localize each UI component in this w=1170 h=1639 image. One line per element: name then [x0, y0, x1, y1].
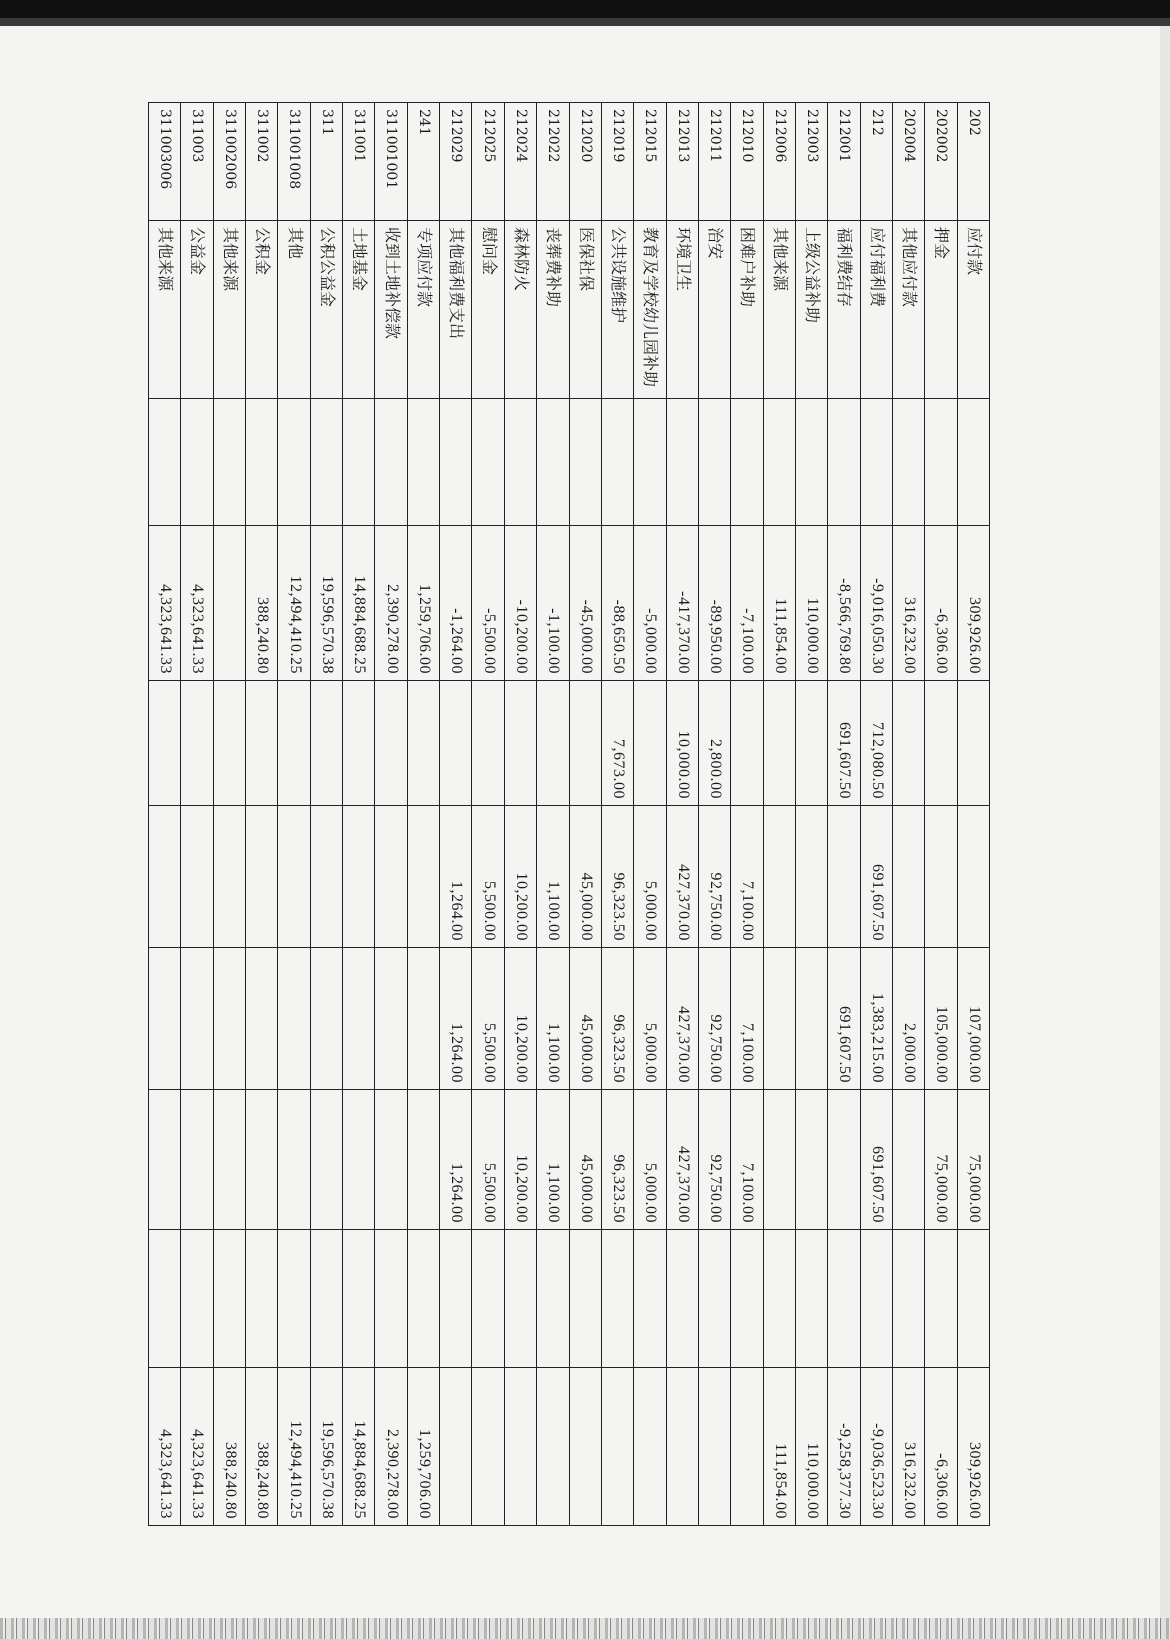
amount-cell — [181, 806, 213, 948]
amount-cell: 14,884,688.25 — [343, 1368, 375, 1526]
amount-cell: -1,100.00 — [537, 526, 569, 681]
amount-cell: -9,016,050.30 — [860, 526, 892, 681]
account-code: 241 — [407, 103, 439, 221]
amount-cell — [698, 1368, 730, 1526]
amount-cell: 691,607.50 — [860, 806, 892, 948]
amount-cell — [957, 681, 989, 806]
amount-cell — [149, 948, 181, 1090]
account-name: 其他 — [278, 221, 310, 399]
table-row — [181, 103, 213, 1526]
amount-cell — [795, 1090, 827, 1230]
account-name: 环境卫生 — [666, 221, 698, 399]
account-code: 212024 — [504, 103, 536, 221]
amount-cell: 388,240.80 — [246, 526, 278, 681]
amount-cell — [763, 948, 795, 1090]
amount-cell: 110,000.00 — [795, 1368, 827, 1526]
amount-cell — [246, 948, 278, 1090]
amount-cell: 691,607.50 — [860, 1090, 892, 1230]
amount-cell — [569, 681, 601, 806]
amount-cell: 19,596,570.38 — [310, 526, 342, 681]
amount-cell — [472, 399, 504, 526]
amount-cell — [925, 681, 957, 806]
amount-cell — [892, 1090, 924, 1230]
amount-cell: -5,000.00 — [634, 526, 666, 681]
amount-cell — [892, 681, 924, 806]
amount-cell — [763, 399, 795, 526]
amount-cell — [731, 1368, 763, 1526]
amount-cell — [149, 681, 181, 806]
amount-cell: 45,000.00 — [569, 806, 601, 948]
amount-cell: 96,323.50 — [601, 948, 633, 1090]
account-code: 212020 — [569, 103, 601, 221]
amount-cell — [375, 681, 407, 806]
account-name: 其他来源 — [149, 221, 181, 399]
table-row — [278, 103, 310, 1526]
amount-cell: 1,259,706.00 — [407, 1368, 439, 1526]
amount-cell — [310, 1230, 342, 1368]
amount-cell: -88,650.50 — [601, 526, 633, 681]
amount-cell: 1,264.00 — [440, 948, 472, 1090]
account-code: 212010 — [731, 103, 763, 221]
amount-cell: 45,000.00 — [569, 948, 601, 1090]
amount-cell: 2,390,278.00 — [375, 1368, 407, 1526]
amount-cell: 4,323,641.33 — [149, 526, 181, 681]
amount-cell — [310, 948, 342, 1090]
amount-cell — [375, 948, 407, 1090]
amount-cell — [246, 1090, 278, 1230]
amount-cell: 45,000.00 — [569, 1090, 601, 1230]
amount-cell — [504, 1230, 536, 1368]
amount-cell — [763, 1230, 795, 1368]
amount-cell: -7,100.00 — [731, 526, 763, 681]
amount-cell: 1,259,706.00 — [407, 526, 439, 681]
amount-cell — [795, 1230, 827, 1368]
amount-cell — [957, 806, 989, 948]
amount-cell: 316,232.00 — [892, 1368, 924, 1526]
ledger-table — [148, 102, 990, 1526]
amount-cell — [278, 1230, 310, 1368]
account-name: 困难户补助 — [731, 221, 763, 399]
amount-cell: 427,370.00 — [666, 948, 698, 1090]
amount-cell — [407, 1230, 439, 1368]
account-name: 公积公益金 — [310, 221, 342, 399]
amount-cell: 309,926.00 — [957, 1368, 989, 1526]
amount-cell — [504, 1368, 536, 1526]
amount-cell: 4,323,641.33 — [181, 1368, 213, 1526]
amount-cell: 691,607.50 — [828, 681, 860, 806]
account-code: 311001 — [343, 103, 375, 221]
table-row — [343, 103, 375, 1526]
table-row — [407, 103, 439, 1526]
amount-cell: 427,370.00 — [666, 1090, 698, 1230]
account-code: 311001001 — [375, 103, 407, 221]
account-code: 212025 — [472, 103, 504, 221]
table-row — [601, 103, 633, 1526]
account-code: 311003006 — [149, 103, 181, 221]
table-row — [795, 103, 827, 1526]
amount-cell — [278, 806, 310, 948]
amount-cell: -6,306.00 — [925, 526, 957, 681]
amount-cell — [537, 1230, 569, 1368]
amount-cell — [375, 1090, 407, 1230]
amount-cell — [666, 1368, 698, 1526]
amount-cell — [278, 1090, 310, 1230]
amount-cell — [246, 681, 278, 806]
amount-cell: 10,200.00 — [504, 806, 536, 948]
amount-cell — [731, 399, 763, 526]
amount-cell: 1,100.00 — [537, 806, 569, 948]
amount-cell — [828, 1090, 860, 1230]
account-code: 212006 — [763, 103, 795, 221]
amount-cell: 96,323.50 — [601, 806, 633, 948]
amount-cell — [828, 1230, 860, 1368]
amount-cell: 10,000.00 — [666, 681, 698, 806]
amount-cell — [310, 806, 342, 948]
amount-cell: -9,258,377.30 — [828, 1368, 860, 1526]
account-code: 212011 — [698, 103, 730, 221]
amount-cell: 7,100.00 — [731, 948, 763, 1090]
amount-cell — [246, 806, 278, 948]
amount-cell: 1,100.00 — [537, 1090, 569, 1230]
amount-cell — [213, 681, 245, 806]
amount-cell — [440, 681, 472, 806]
account-name: 公共设施维护 — [601, 221, 633, 399]
amount-cell — [601, 399, 633, 526]
amount-cell — [440, 1230, 472, 1368]
amount-cell — [763, 1090, 795, 1230]
amount-cell — [343, 681, 375, 806]
amount-cell: 388,240.80 — [213, 1368, 245, 1526]
amount-cell — [343, 399, 375, 526]
amount-cell: 96,323.50 — [601, 1090, 633, 1230]
table-row — [537, 103, 569, 1526]
amount-cell — [181, 1090, 213, 1230]
account-name: 慰问金 — [472, 221, 504, 399]
amount-cell — [957, 399, 989, 526]
amount-cell: 2,390,278.00 — [375, 526, 407, 681]
amount-cell: 111,854.00 — [763, 526, 795, 681]
amount-cell — [472, 681, 504, 806]
amount-cell: -9,036,523.30 — [860, 1368, 892, 1526]
table-row — [925, 103, 957, 1526]
amount-cell — [731, 1230, 763, 1368]
amount-cell — [795, 681, 827, 806]
amount-cell — [892, 1230, 924, 1368]
account-name: 土地基金 — [343, 221, 375, 399]
amount-cell — [343, 1230, 375, 1368]
amount-cell: 1,264.00 — [440, 806, 472, 948]
amount-cell — [860, 1230, 892, 1368]
amount-cell: 5,000.00 — [634, 948, 666, 1090]
amount-cell: 691,607.50 — [828, 948, 860, 1090]
account-name: 森林防火 — [504, 221, 536, 399]
amount-cell — [375, 399, 407, 526]
amount-cell — [278, 681, 310, 806]
amount-cell — [537, 399, 569, 526]
amount-cell — [957, 1230, 989, 1368]
amount-cell: 92,750.00 — [698, 806, 730, 948]
amount-cell: 1,264.00 — [440, 1090, 472, 1230]
table-row — [213, 103, 245, 1526]
table-row — [472, 103, 504, 1526]
amount-cell — [828, 806, 860, 948]
amount-cell: 105,000.00 — [925, 948, 957, 1090]
amount-cell — [213, 948, 245, 1090]
amount-cell — [181, 681, 213, 806]
amount-cell — [666, 1230, 698, 1368]
amount-cell: 19,596,570.38 — [310, 1368, 342, 1526]
amount-cell — [860, 399, 892, 526]
amount-cell — [925, 399, 957, 526]
amount-cell — [892, 806, 924, 948]
ledger-body — [149, 103, 990, 1526]
account-name: 治安 — [698, 221, 730, 399]
table-row — [149, 103, 181, 1526]
amount-cell — [634, 399, 666, 526]
table-row — [375, 103, 407, 1526]
amount-cell — [731, 681, 763, 806]
table-row — [763, 103, 795, 1526]
amount-cell — [634, 1368, 666, 1526]
amount-cell: -5,500.00 — [472, 526, 504, 681]
amount-cell — [537, 1368, 569, 1526]
amount-cell — [634, 681, 666, 806]
amount-cell: 111,854.00 — [763, 1368, 795, 1526]
amount-cell — [601, 1368, 633, 1526]
account-name: 公积金 — [246, 221, 278, 399]
table-row — [666, 103, 698, 1526]
amount-cell — [569, 1368, 601, 1526]
amount-cell: -89,950.00 — [698, 526, 730, 681]
amount-cell — [407, 948, 439, 1090]
amount-cell: 75,000.00 — [957, 1090, 989, 1230]
account-name: 其他来源 — [213, 221, 245, 399]
account-code: 311002 — [246, 103, 278, 221]
amount-cell — [504, 681, 536, 806]
amount-cell — [181, 1230, 213, 1368]
amount-cell — [343, 948, 375, 1090]
table-row — [828, 103, 860, 1526]
table-row — [634, 103, 666, 1526]
table-row — [860, 103, 892, 1526]
account-name: 医保社保 — [569, 221, 601, 399]
table-row — [957, 103, 989, 1526]
table-row — [569, 103, 601, 1526]
amount-cell — [537, 681, 569, 806]
account-code: 212029 — [440, 103, 472, 221]
amount-cell — [343, 806, 375, 948]
amount-cell — [472, 1368, 504, 1526]
account-name: 其他来源 — [763, 221, 795, 399]
amount-cell: 2,800.00 — [698, 681, 730, 806]
account-name: 应付款 — [957, 221, 989, 399]
account-name: 上级公益补助 — [795, 221, 827, 399]
amount-cell: -45,000.00 — [569, 526, 601, 681]
amount-cell: -417,370.00 — [666, 526, 698, 681]
rotated-page — [148, 102, 990, 1525]
amount-cell — [343, 1090, 375, 1230]
amount-cell — [569, 399, 601, 526]
scan-top-border — [0, 0, 1170, 26]
amount-cell: -1,264.00 — [440, 526, 472, 681]
amount-cell — [407, 1090, 439, 1230]
account-name: 教育及学校幼儿园补助 — [634, 221, 666, 399]
amount-cell: 10,200.00 — [504, 1090, 536, 1230]
amount-cell — [375, 1230, 407, 1368]
amount-cell: 712,080.50 — [860, 681, 892, 806]
account-code: 212019 — [601, 103, 633, 221]
account-code: 202002 — [925, 103, 957, 221]
amount-cell — [278, 399, 310, 526]
account-name: 丧葬费补助 — [537, 221, 569, 399]
account-code: 311002006 — [213, 103, 245, 221]
account-name: 专项应付款 — [407, 221, 439, 399]
amount-cell — [795, 399, 827, 526]
amount-cell — [634, 1230, 666, 1368]
account-code: 212013 — [666, 103, 698, 221]
amount-cell: 4,323,641.33 — [181, 526, 213, 681]
amount-cell — [310, 399, 342, 526]
amount-cell: 107,000.00 — [957, 948, 989, 1090]
account-code: 311 — [310, 103, 342, 221]
account-code: 202004 — [892, 103, 924, 221]
amount-cell — [310, 681, 342, 806]
amount-cell: 110,000.00 — [795, 526, 827, 681]
amount-cell — [213, 1230, 245, 1368]
account-name: 押金 — [925, 221, 957, 399]
amount-cell — [828, 399, 860, 526]
amount-cell: 10,200.00 — [504, 948, 536, 1090]
amount-cell: 388,240.80 — [246, 1368, 278, 1526]
amount-cell: 316,232.00 — [892, 526, 924, 681]
amount-cell: 14,884,688.25 — [343, 526, 375, 681]
amount-cell: 7,673.00 — [601, 681, 633, 806]
amount-cell: 2,000.00 — [892, 948, 924, 1090]
amount-cell: 7,100.00 — [731, 806, 763, 948]
scan-bottom-artifact — [0, 1618, 1170, 1639]
amount-cell: 5,000.00 — [634, 806, 666, 948]
amount-cell: 1,100.00 — [537, 948, 569, 1090]
amount-cell — [149, 399, 181, 526]
amount-cell — [149, 1090, 181, 1230]
amount-cell — [925, 1230, 957, 1368]
amount-cell — [149, 806, 181, 948]
amount-cell: 92,750.00 — [698, 948, 730, 1090]
table-row — [504, 103, 536, 1526]
account-code: 212 — [860, 103, 892, 221]
amount-cell — [407, 399, 439, 526]
amount-cell — [666, 399, 698, 526]
table-row — [698, 103, 730, 1526]
amount-cell: 92,750.00 — [698, 1090, 730, 1230]
amount-cell: 5,500.00 — [472, 1090, 504, 1230]
amount-cell: -6,306.00 — [925, 1368, 957, 1526]
account-code: 212022 — [537, 103, 569, 221]
amount-cell — [569, 1230, 601, 1368]
amount-cell: 75,000.00 — [925, 1090, 957, 1230]
amount-cell — [181, 948, 213, 1090]
account-name: 应付福利费 — [860, 221, 892, 399]
account-name: 福利费结存 — [828, 221, 860, 399]
amount-cell — [213, 806, 245, 948]
account-name: 其他福利费支出 — [440, 221, 472, 399]
amount-cell — [763, 806, 795, 948]
amount-cell — [278, 948, 310, 1090]
amount-cell: 7,100.00 — [731, 1090, 763, 1230]
amount-cell: 5,000.00 — [634, 1090, 666, 1230]
amount-cell: 4,323,641.33 — [149, 1368, 181, 1526]
scan-right-edge — [1160, 26, 1170, 1639]
amount-cell: -10,200.00 — [504, 526, 536, 681]
amount-cell: 309,926.00 — [957, 526, 989, 681]
amount-cell: 5,500.00 — [472, 806, 504, 948]
amount-cell — [601, 1230, 633, 1368]
account-code: 212003 — [795, 103, 827, 221]
table-row — [246, 103, 278, 1526]
amount-cell — [892, 399, 924, 526]
table-row — [440, 103, 472, 1526]
table-row — [892, 103, 924, 1526]
account-code: 202 — [957, 103, 989, 221]
amount-cell: 1,383,215.00 — [860, 948, 892, 1090]
amount-cell — [504, 399, 536, 526]
amount-cell — [795, 948, 827, 1090]
amount-cell — [149, 1230, 181, 1368]
amount-cell: 5,500.00 — [472, 948, 504, 1090]
amount-cell — [375, 806, 407, 948]
amount-cell — [472, 1230, 504, 1368]
amount-cell — [310, 1090, 342, 1230]
amount-cell — [246, 399, 278, 526]
amount-cell — [246, 1230, 278, 1368]
amount-cell — [698, 399, 730, 526]
amount-cell — [181, 399, 213, 526]
account-code: 311003 — [181, 103, 213, 221]
amount-cell — [763, 681, 795, 806]
amount-cell — [440, 399, 472, 526]
amount-cell — [213, 399, 245, 526]
amount-cell — [407, 681, 439, 806]
amount-cell — [440, 1368, 472, 1526]
amount-cell — [925, 806, 957, 948]
account-name: 其他应付款 — [892, 221, 924, 399]
amount-cell: 12,494,410.25 — [278, 1368, 310, 1526]
amount-cell: 427,370.00 — [666, 806, 698, 948]
account-code: 212001 — [828, 103, 860, 221]
amount-cell: -8,566,769.80 — [828, 526, 860, 681]
amount-cell — [795, 806, 827, 948]
amount-cell — [213, 526, 245, 681]
amount-cell — [698, 1230, 730, 1368]
table-row — [731, 103, 763, 1526]
account-code: 212015 — [634, 103, 666, 221]
account-name: 公益金 — [181, 221, 213, 399]
table-row — [310, 103, 342, 1526]
amount-cell: 12,494,410.25 — [278, 526, 310, 681]
amount-cell — [213, 1090, 245, 1230]
amount-cell — [407, 806, 439, 948]
account-name: 收到土地补偿款 — [375, 221, 407, 399]
account-code: 311001008 — [278, 103, 310, 221]
